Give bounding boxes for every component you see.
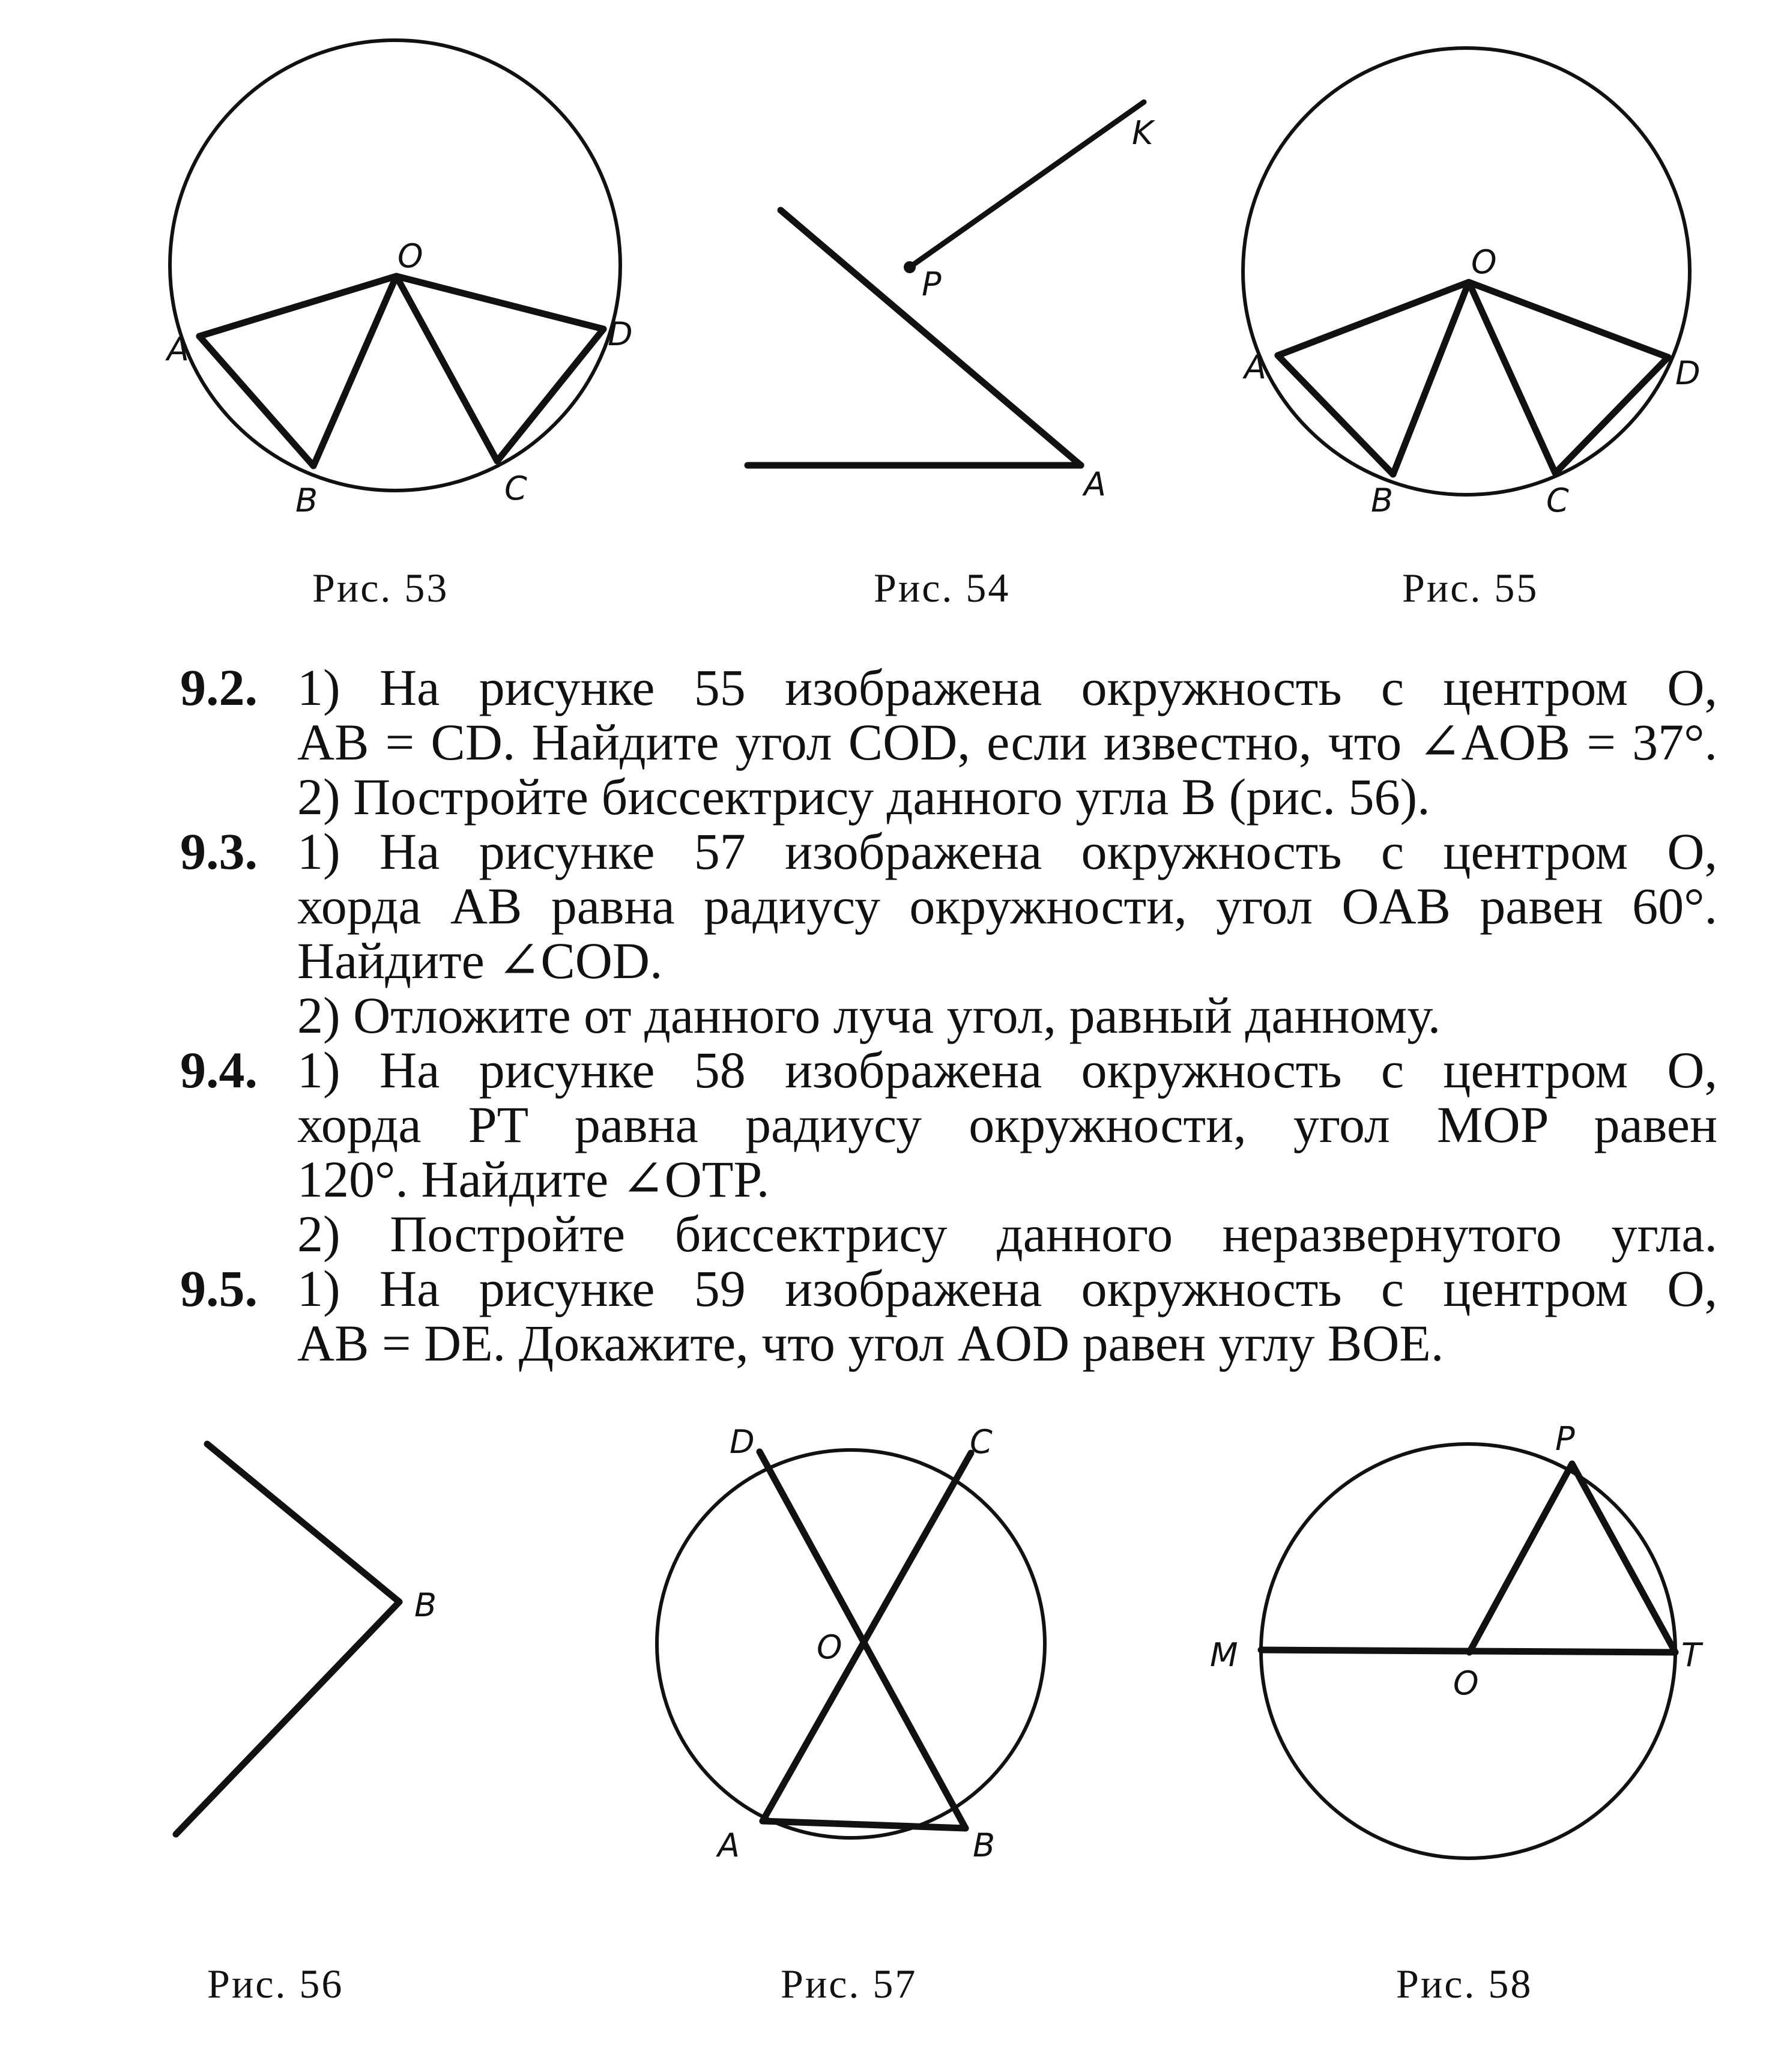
fig55-label-d: D <box>1675 354 1701 392</box>
caption-fig-57: Рис. 57 <box>781 1961 918 2007</box>
problem-9-5-line-2 <box>180 1316 1717 1371</box>
problem-9-4-line-4 <box>180 1207 1717 1261</box>
figure-57 <box>657 1450 1045 1838</box>
problem-text-line: 1) На рисунке 59 изображена окружность с центром O, <box>297 1260 1717 1317</box>
figure-55 <box>1243 48 1690 495</box>
problem-9-3-line-4 <box>180 988 1717 1043</box>
fig57-label-d: D <box>730 1423 755 1461</box>
problem-text-line: 2) Постройте биссектрису данного неразвернутого угла. <box>297 1205 1717 1263</box>
fig57-label-o: O <box>817 1628 842 1666</box>
fig54-label-p: P <box>922 265 942 303</box>
problem-9-4-line-2 <box>180 1098 1717 1152</box>
problem-text-line: AB = DE. Докажите, что угол AOD равен углу BOE. <box>297 1314 1444 1372</box>
fig57-label-a: A <box>718 1826 740 1864</box>
problem-9-2-line-1 <box>180 660 1717 715</box>
problem-9-5-line-1 <box>180 1261 1717 1316</box>
figure-58 <box>1261 1444 1675 1858</box>
problem-number: 9.2. <box>180 659 258 716</box>
problem-text-line: 1) На рисунке 57 изображена окружность с центром O, <box>297 823 1717 880</box>
figure-56 <box>176 1444 399 1834</box>
fig55-label-b: B <box>1371 482 1394 519</box>
caption-fig-53: Рис. 53 <box>312 565 449 611</box>
fig58-label-t: T <box>1681 1636 1701 1674</box>
problem-9-4-line-3 <box>180 1152 1717 1207</box>
fig53-label-c: C <box>504 470 527 507</box>
fig58-label-o: O <box>1453 1664 1479 1702</box>
figure-53 <box>170 40 620 491</box>
fig55-label-o: O <box>1471 243 1497 281</box>
fig58-label-p: P <box>1555 1420 1575 1458</box>
problem-number: 9.4. <box>180 1041 258 1099</box>
fig54-label-k: K <box>1132 114 1154 152</box>
fig53-label-a: A <box>167 330 189 368</box>
problem-number: 9.5. <box>180 1260 258 1317</box>
fig54-label-a: A <box>1084 465 1106 503</box>
caption-fig-56: Рис. 56 <box>207 1961 344 2007</box>
problem-text-line: хорда PT равна радиусу окружности, угол MOP равен <box>297 1096 1717 1153</box>
problem-9-2-line-3 <box>180 770 1717 824</box>
fig58-label-m: M <box>1210 1636 1238 1674</box>
fig57-label-c: C <box>970 1423 993 1461</box>
fig53-label-o: O <box>398 237 423 275</box>
caption-fig-58: Рис. 58 <box>1396 1961 1533 2007</box>
fig53-label-d: D <box>608 315 633 353</box>
problem-9-4-line-1 <box>180 1043 1717 1098</box>
problems-block <box>180 660 1717 1371</box>
caption-fig-54: Рис. 54 <box>874 565 1011 611</box>
problem-text-line: 1) На рисунке 55 изображена окружность с центром O, <box>297 659 1717 716</box>
problem-text-line: 2) Отложите от данного луча угол, равный данному. <box>297 986 1441 1044</box>
problem-9-3-line-2 <box>180 879 1717 934</box>
problem-9-3-line-3 <box>180 934 1717 988</box>
fig53-label-b: B <box>295 482 318 519</box>
fig57-label-b: B <box>973 1826 996 1864</box>
problem-9-3-line-1 <box>180 824 1717 879</box>
problem-number: 9.3. <box>180 823 258 880</box>
fig55-label-a: A <box>1244 348 1266 386</box>
problem-text-line: AB = CD. Найдите угол COD, если известно, что ∠AOB = 37°. <box>297 713 1717 771</box>
problem-text-line: 1) На рисунке 58 изображена окружность с центром O, <box>297 1041 1717 1099</box>
fig55-label-c: C <box>1546 482 1569 519</box>
fig56-label-b: B <box>414 1586 437 1624</box>
caption-fig-55: Рис. 55 <box>1402 565 1539 611</box>
problem-text-line: Найдите ∠COD. <box>297 932 663 989</box>
figure-54 <box>748 102 1144 465</box>
problem-text-line: 2) Постройте биссектрису данного угла B (рис. 56). <box>297 768 1430 826</box>
problem-9-2-line-2 <box>180 715 1717 770</box>
problem-text-line: 120°. Найдите ∠OTP. <box>297 1150 770 1208</box>
problem-text-line: хорда AB равна радиусу окружности, угол OAB равен 60°. <box>297 877 1717 935</box>
